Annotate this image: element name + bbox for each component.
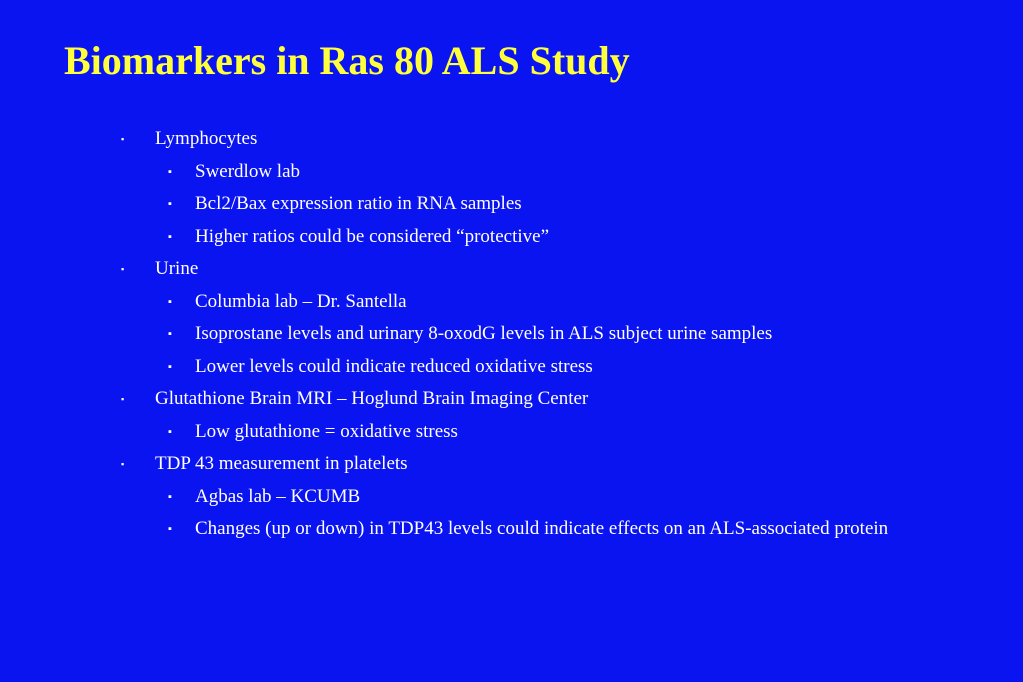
list-item-text: Swerdlow lab (195, 160, 301, 182)
list-item (0, 289, 1023, 315)
list-item (0, 516, 975, 542)
square-bullet-icon: ▪ (121, 394, 125, 404)
square-bullet-icon: ▪ (168, 230, 172, 243)
square-bullet-icon: ▪ (121, 264, 125, 274)
section-label: Glutathione Brain MRI – Hoglund Brain Imaging Center (155, 388, 589, 409)
square-bullet-icon: ▪ (168, 360, 172, 373)
section-label: Lymphocytes (155, 128, 258, 149)
square-bullet-icon: ▪ (168, 198, 172, 210)
square-bullet-icon: ▪ (121, 459, 125, 469)
section-label: Urine (155, 258, 199, 279)
square-bullet-icon: ▪ (168, 523, 172, 535)
list-item-text: Bcl2/Bax expression ratio in RNA samples (195, 193, 522, 214)
list-item-text: Lower levels could indicate reduced oxidative stress (195, 355, 593, 377)
list-item (0, 321, 1023, 347)
section-tdp43 (0, 451, 1023, 477)
list-item (0, 419, 1023, 445)
list-item-text: Higher ratios could be considered “protective” (195, 225, 549, 247)
square-bullet-icon: ▪ (168, 328, 172, 340)
square-bullet-icon: ▪ (168, 490, 172, 503)
section-label: TDP 43 measurement in platelets (155, 453, 408, 474)
list-item (0, 191, 1023, 217)
section-urine (0, 256, 1023, 282)
slide-title: Biomarkers in Ras 80 ALS Study (64, 38, 630, 83)
square-bullet-icon: ▪ (121, 134, 125, 144)
list-item (0, 159, 1023, 185)
square-bullet-icon: ▪ (168, 425, 172, 438)
list-item-text: Low glutathione = oxidative stress (195, 420, 458, 442)
square-bullet-icon: ▪ (168, 165, 172, 178)
list-item-text: Changes (up or down) in TDP43 levels could indicate effects on an ALS-associated protein (195, 518, 889, 539)
list-item (0, 354, 1023, 380)
bullet-list (0, 126, 1023, 542)
list-item (0, 484, 1023, 510)
list-item-text: Columbia lab – Dr. Santella (195, 290, 407, 312)
list-item (0, 224, 1023, 250)
list-item-text: Isoprostane levels and urinary 8-oxodG levels in ALS subject urine samples (195, 323, 773, 344)
section-glutathione-mri (0, 386, 1023, 412)
section-lymphocytes (0, 126, 1023, 152)
square-bullet-icon: ▪ (168, 295, 172, 308)
list-item-text: Agbas lab – KCUMB (195, 485, 361, 507)
